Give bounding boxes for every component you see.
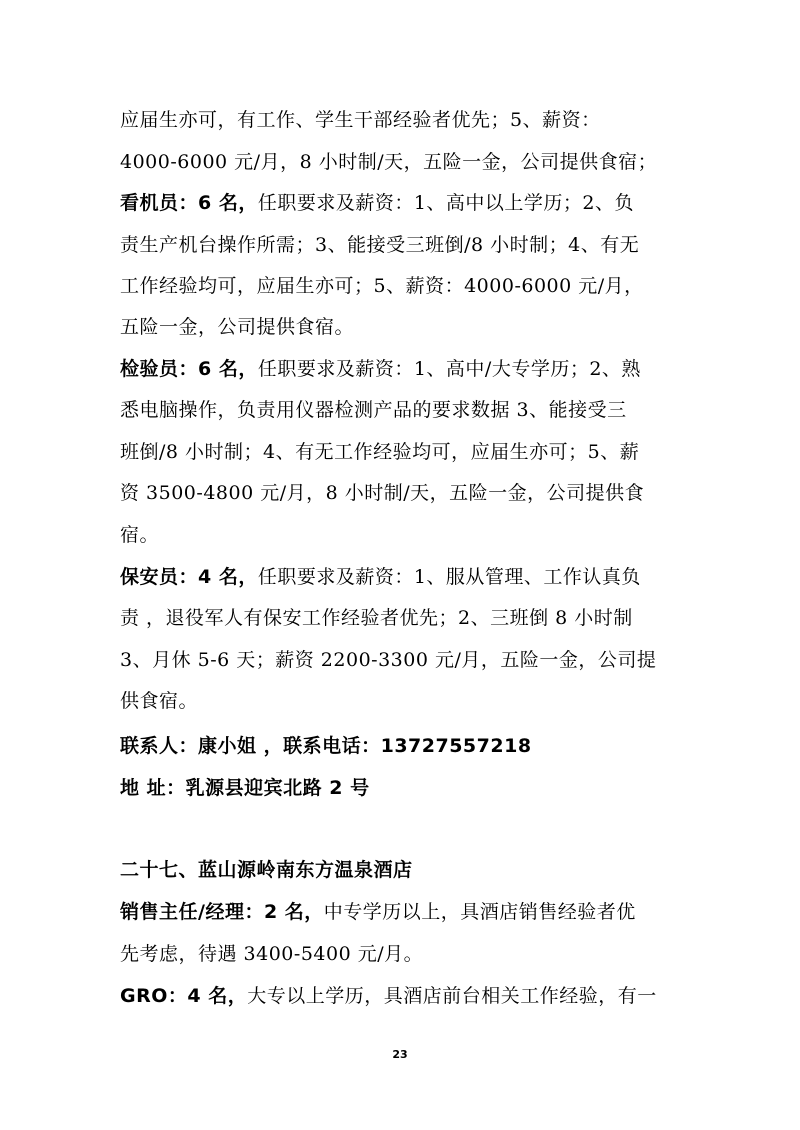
line-text: 任职要求及薪资：1、服从管理、工作认真负	[257, 566, 641, 588]
job-sales-heading-line	[120, 899, 690, 925]
line-text: 4000-6000 元/月，8 小时制/天，五险一金，公司提供食宿；	[120, 151, 658, 173]
line-text: 宿。	[120, 524, 160, 546]
text-line-13	[120, 605, 690, 631]
line-text: 大专以上学历，具酒店前台相关工作经验，有一	[247, 985, 657, 1007]
line-text: 班倒/8 小时制；4、有无工作经验均可，应届生亦可；5、薪	[120, 441, 640, 463]
line-text: 资 3500-4800 元/月，8 小时制/天，五险一金，公司提供食	[120, 482, 645, 504]
line-text: 先考虑，待遇 3400-5400 元/月。	[120, 943, 424, 965]
text-line-6	[120, 314, 690, 340]
job-title: 看机员：6 名，	[120, 192, 258, 214]
line-text: 任职要求及薪资：1、高中/大专学历；2、熟	[257, 358, 641, 380]
address-line	[120, 775, 690, 801]
text-line-14	[120, 647, 690, 673]
contact-info: 联系人：康小姐 ，联系电话：13727557218	[120, 735, 532, 757]
contact-line	[120, 733, 690, 759]
line-text: 责 ，退役军人有保安工作经验者优先；2、三班倒 8 小时制	[120, 607, 633, 629]
line-text: 任职要求及薪资：1、高中以上学历；2、负	[257, 192, 635, 214]
company-name: 二十七、蓝山源岭南东方温泉酒店	[120, 859, 413, 881]
job-title: GRO：4 名，	[120, 985, 248, 1007]
text-line-15	[120, 688, 690, 714]
job-jianyanyuan-heading-line	[120, 356, 690, 382]
text-line-2	[120, 149, 690, 175]
text-line-8	[120, 397, 690, 423]
job-gro-heading-line	[120, 983, 690, 1009]
text-line-10	[120, 480, 690, 506]
job-baoanyuan-heading-line	[120, 564, 690, 590]
job-title: 保安员：4 名，	[120, 566, 258, 588]
line-text: 悉电脑操作，负责用仪器检测产品的要求数据 3、能接受三	[120, 399, 627, 421]
line-text: 3、月休 5-6 天；薪资 2200-3300 元/月，五险一金，公司提	[120, 649, 657, 671]
text-line-5	[120, 273, 690, 299]
line-text: 五险一金，公司提供食宿。	[120, 316, 355, 338]
text-line-9	[120, 439, 690, 465]
text-line-4	[120, 232, 690, 258]
job-title: 检验员：6 名，	[120, 358, 258, 380]
line-text: 责生产机台操作所需；3、能接受三班倒/8 小时制；4、有无	[120, 234, 640, 256]
text-line-20	[120, 941, 690, 967]
text-line-11	[120, 522, 690, 548]
text-line-1	[120, 107, 690, 133]
line-text: 供食宿。	[120, 690, 199, 712]
page-number: 23	[392, 1048, 408, 1061]
line-text: 应届生亦可，有工作、学生干部经验者优先；5、薪资：	[120, 109, 601, 131]
line-text: 工作经验均可，应届生亦可；5、薪资：4000-6000 元/月，	[120, 275, 644, 297]
job-kanjiyuan-heading-line	[120, 190, 690, 216]
job-title: 销售主任/经理：2 名，	[120, 901, 324, 923]
section-heading	[120, 857, 690, 883]
line-text: 中专学历以上，具酒店销售经验者优	[323, 901, 636, 923]
address-info: 地 址：乳源县迎宾北路 2 号	[120, 777, 370, 799]
